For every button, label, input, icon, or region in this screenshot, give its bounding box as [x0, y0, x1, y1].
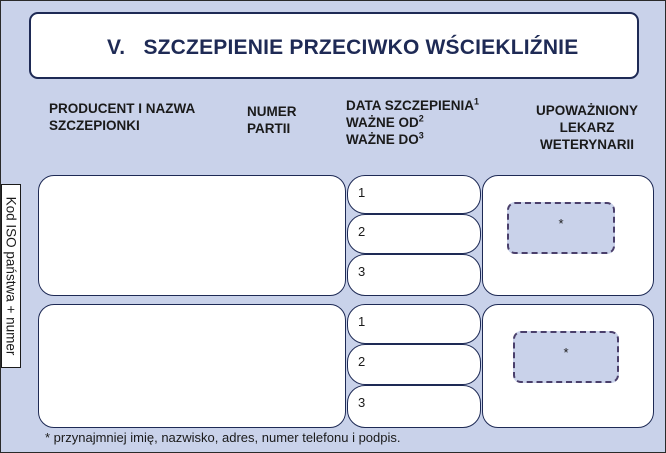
- date-field-1-3[interactable]: [347, 254, 481, 296]
- date-field-2-1[interactable]: [347, 304, 481, 344]
- producer-header: [49, 100, 195, 134]
- date-field-2-3[interactable]: [347, 385, 481, 428]
- vet-header-line2: LEKARZ: [559, 120, 615, 135]
- date-field-2-2[interactable]: [347, 344, 481, 385]
- date-field-number: 3: [358, 395, 366, 410]
- date-field-number: 1: [358, 185, 366, 200]
- vet-field-2[interactable]: [482, 304, 654, 428]
- date-header-line3: WAŻNE $DO^3$: [346, 130, 424, 147]
- batch-header: [247, 103, 297, 137]
- vet-stamp-area-1[interactable]: [507, 202, 615, 254]
- vet-stamp-marker: *: [558, 216, 564, 231]
- date-field-1-2[interactable]: [347, 214, 481, 254]
- vet-header: [525, 102, 649, 153]
- footnote: * przynajmniej imię, nazwisko, adres, numer telefonu i podpis.: [45, 430, 401, 445]
- date-field-number: 2: [358, 224, 366, 239]
- vet-field-1[interactable]: [482, 175, 654, 296]
- date-field-1-1[interactable]: [347, 175, 481, 214]
- producer-field-1[interactable]: [38, 175, 346, 296]
- vet-header-line1: UPOWAŻNIONY: [535, 103, 638, 118]
- date-field-number: 2: [358, 354, 366, 369]
- batch-header-line2: PARTII: [247, 121, 291, 136]
- producer-header-line2: SZCZEPIONKI: [49, 118, 140, 133]
- vet-stamp-area-2[interactable]: [513, 331, 619, 383]
- vet-stamp-marker: *: [563, 345, 569, 360]
- date-header-line2: WAŻNE $OD^2$: [346, 113, 424, 130]
- date-field-number: 1: [358, 314, 366, 329]
- vet-header-line3: WETERYNARII: [540, 137, 634, 152]
- section-title-box: [29, 12, 639, 79]
- date-field-number: 3: [358, 264, 366, 279]
- section-title-text: SZCZEPIENIE PRZECIWKO WŚCIEKLIŹNIE: [143, 36, 579, 59]
- date-header: [346, 97, 479, 148]
- batch-header-line1: NUMER: [247, 104, 297, 119]
- iso-code-side-label: [1, 184, 21, 368]
- producer-field-2[interactable]: [38, 304, 346, 428]
- producer-header-line1: PRODUCENT I NAZWA: [49, 101, 196, 116]
- date-header-line1: DATA SZCZEPIENIA$^1$: [346, 96, 480, 113]
- iso-code-label-text: Kod ISO państwa + numer: [3, 196, 19, 356]
- section-number: V.: [107, 36, 126, 59]
- section-title: [107, 36, 578, 60]
